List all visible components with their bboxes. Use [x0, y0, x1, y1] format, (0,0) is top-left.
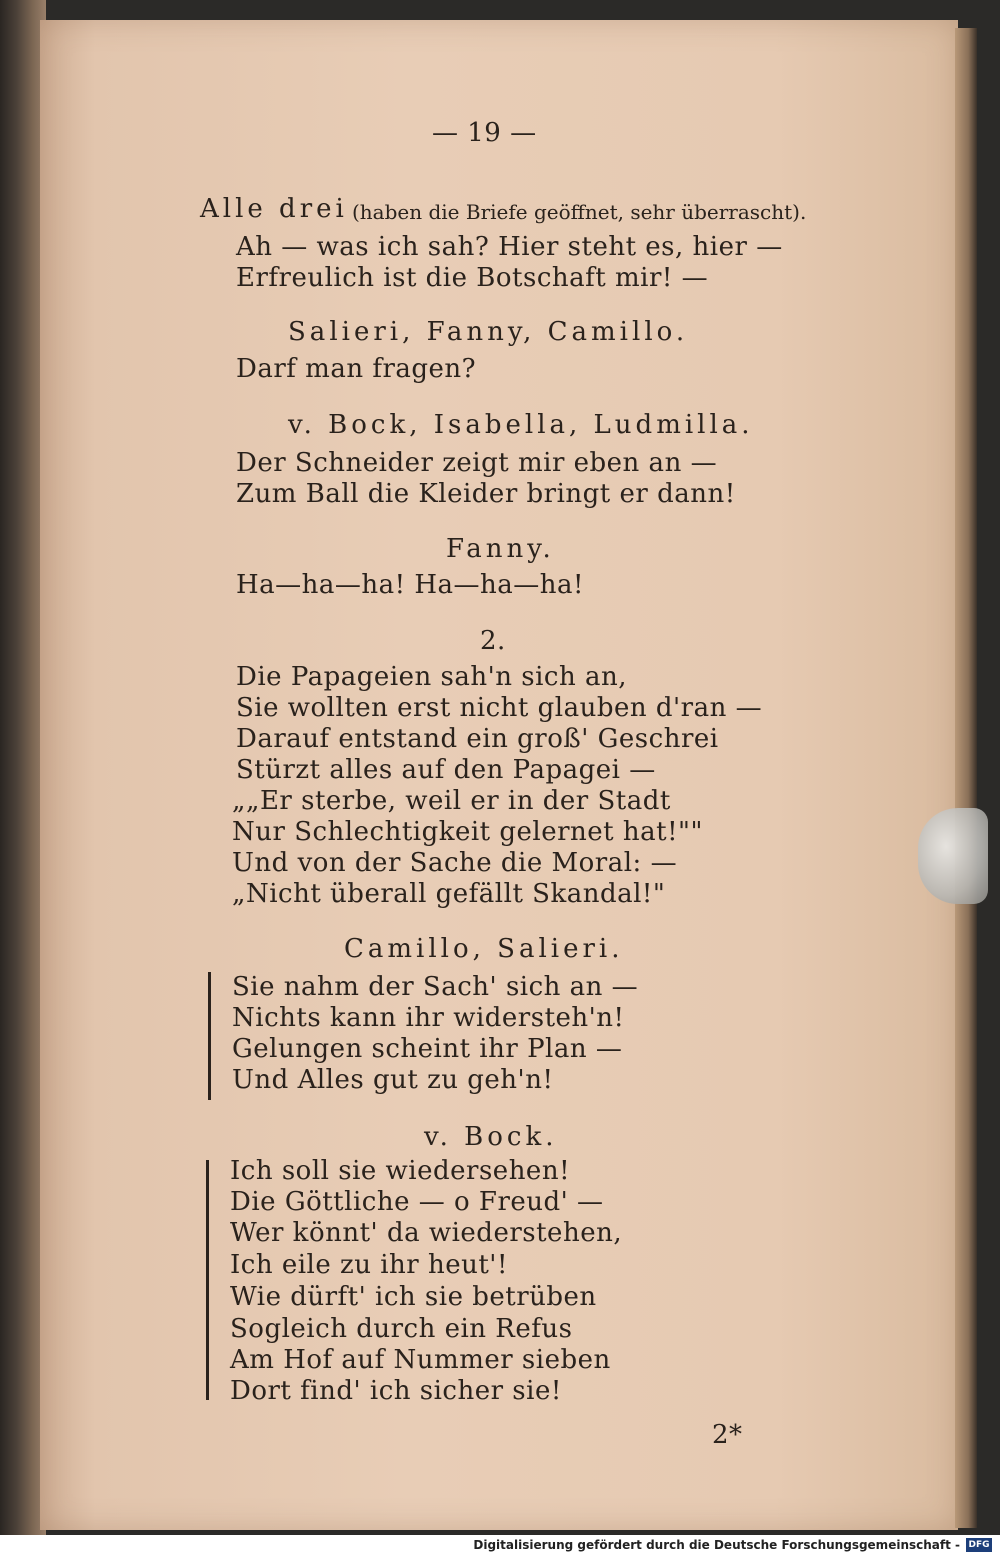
speaker-heading: Salieri, Fanny, Camillo.: [288, 317, 689, 347]
brace-bracket: [208, 972, 211, 1100]
speaker-heading: v. Bock.: [424, 1122, 558, 1152]
verse-line: Ah — was ich sah? Hier steht es, hier —: [236, 232, 783, 262]
verse-line: Stürzt alles auf den Papagei —: [236, 755, 656, 785]
verse-line: Darauf entstand ein groß' Geschrei: [236, 724, 719, 754]
signature-mark: 2*: [712, 1420, 743, 1450]
page-clip: [918, 808, 988, 904]
verse-line: Erfreulich ist die Botschaft mir! —: [236, 263, 709, 293]
verse-line: Und Alles gut zu geh'n!: [232, 1065, 554, 1095]
verse-line: Sogleich durch ein Refus: [230, 1314, 573, 1344]
verse-line: Nur Schlechtigkeit gelernet hat!"": [232, 817, 703, 847]
verse-line: Am Hof auf Nummer sieben: [230, 1345, 611, 1375]
verse-line: Ha—ha—ha! Ha—ha—ha!: [236, 570, 584, 600]
verse-line: Der Schneider zeigt mir eben an —: [236, 448, 718, 478]
verse-line: Und von der Sache die Moral: —: [232, 848, 678, 878]
verse-line: Wer könnt' da wiederstehen,: [230, 1218, 623, 1248]
page-edge: [955, 28, 977, 1528]
verse-line: Darf man fragen?: [236, 354, 477, 384]
speaker-heading: Fanny.: [446, 534, 555, 564]
verse-line: Dort find' ich sicher sie!: [230, 1376, 562, 1406]
speaker-alle-drei: Alle drei: [200, 194, 348, 224]
footer-credit: Digitalisierung gefördert durch die Deutsche Forschungsgemeinschaft -: [473, 1538, 960, 1552]
verse-line: „„Er sterbe, weil er in der Stadt: [232, 786, 671, 816]
speaker-heading: Camillo, Salieri.: [344, 934, 624, 964]
brace-bracket: [206, 1160, 209, 1400]
verse-line: Ich soll sie wiedersehen!: [230, 1156, 571, 1186]
verse-line: Ich eile zu ihr heut'!: [230, 1250, 508, 1280]
verse-line: Zum Ball die Kleider bringt er dann!: [236, 479, 736, 509]
verse-line: Die Papageien sah'n sich an,: [236, 662, 628, 692]
speaker-heading: v. Bock, Isabella, Ludmilla.: [288, 410, 754, 440]
page-number: — 19 —: [432, 118, 537, 148]
verse-line: Wie dürft' ich sie betrüben: [230, 1282, 597, 1312]
verse-line: Sie nahm der Sach' sich an —: [232, 972, 639, 1002]
verse-line: Sie wollten erst nicht glauben d'ran —: [236, 693, 763, 723]
stage-direction: (haben die Briefe geöffnet, sehr überrascht).: [352, 200, 807, 224]
verse-line: Gelungen scheint ihr Plan —: [232, 1034, 623, 1064]
verse-line: Die Göttliche — o Freud' —: [230, 1187, 604, 1217]
verse-line: „Nicht überall gefällt Skandal!": [232, 879, 666, 909]
verse-number: 2.: [480, 626, 506, 656]
verse-line: Nichts kann ihr widersteh'n!: [232, 1003, 625, 1033]
dfg-logo: DFG: [966, 1538, 992, 1552]
